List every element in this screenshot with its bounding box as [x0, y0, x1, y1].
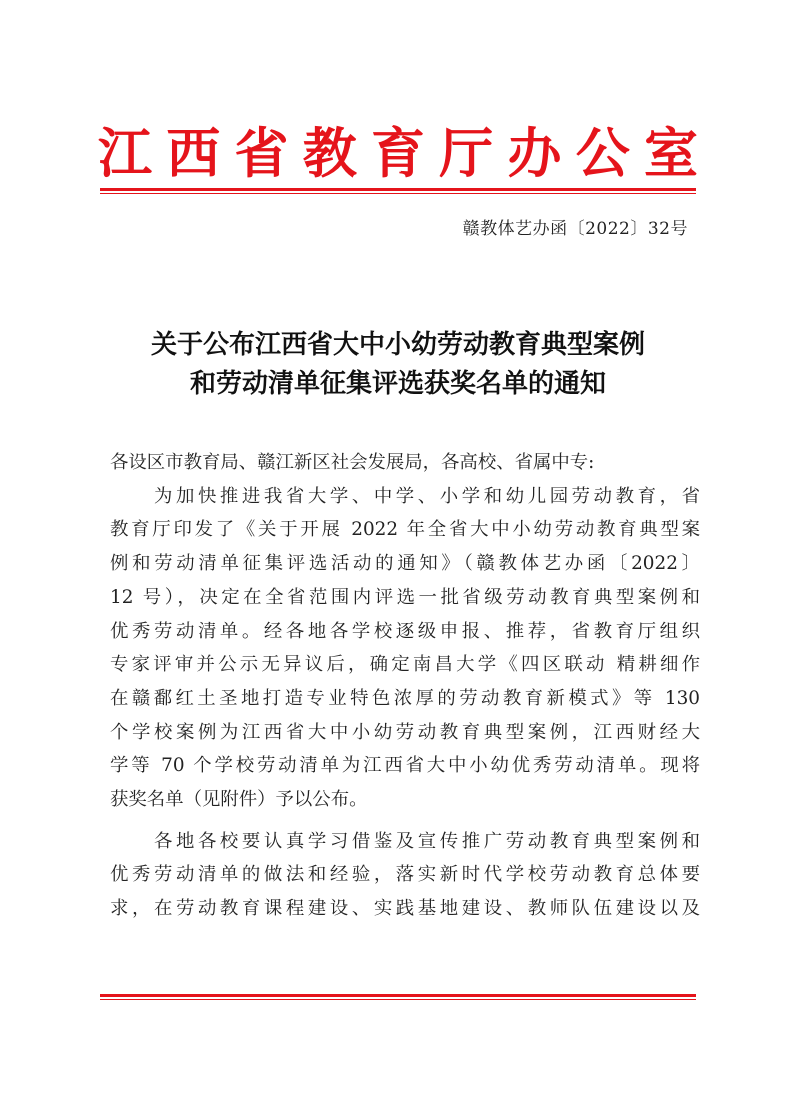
body-line: 获奖名单（见附件）予以公布。: [110, 789, 368, 811]
office-title-char: 公: [575, 121, 630, 185]
body-line: 个学校案例为江西省大中小幼劳动教育典型案例，江西财经大: [110, 721, 700, 743]
office-title-char: 省: [234, 121, 289, 185]
body-line: 例和劳动清单征集评选活动的通知》（赣教体艺办函〔2022〕: [110, 553, 700, 575]
body-line: 优秀劳动清单。经各地各学校逐级申报、推荐，省教育厅组织: [110, 620, 700, 642]
body-line: 教育厅印发了《关于开展 2022 年全省大中小幼劳动教育典型案: [110, 519, 700, 541]
office-title-char: 育: [371, 121, 425, 185]
document-title: [100, 326, 696, 404]
office-title-char: 室: [644, 121, 698, 185]
body-line: 12 号），决定在全省范围内评选一批省级劳动教育典型案例和: [110, 586, 700, 608]
office-title-char: 办: [507, 121, 562, 185]
footer-divider-thin: [100, 999, 696, 1000]
body-line: 学等 70 个学校劳动清单为江西省大中小幼优秀劳动清单。现将: [110, 755, 700, 777]
document-title-line: 和劳动清单征集评选获奖名单的通知: [189, 369, 606, 399]
office-title-char: 厅: [439, 121, 494, 185]
body-line: 为加快推进我省大学、中学、小学和幼儿园劳动教育，省: [110, 485, 700, 507]
document-number: 赣教体艺办函〔2022〕32号: [462, 219, 688, 239]
salutation-line: 各设区市教育局、赣江新区社会发展局，各高校、省属中专:: [110, 452, 595, 473]
issuing-office-title: [98, 120, 698, 186]
footer-divider-thick: [100, 994, 696, 997]
header-divider-thin: [100, 193, 696, 194]
body-line: 各地各校要认真学习借鉴及宣传推广劳动教育典型案例和: [110, 830, 700, 852]
document-title-line: 关于公布江西省大中小幼劳动教育典型案例: [150, 330, 645, 360]
office-title-char: 西: [166, 121, 221, 185]
body-line: 优秀劳动清单的做法和经验，落实新时代学校劳动教育总体要: [110, 864, 700, 886]
body-line: 求，在劳动教育课程建设、实践基地建设、教师队伍建设以及: [110, 898, 700, 920]
body-line: 专家评审并公示无异议后，确定南昌大学《四区联动 精耕细作: [110, 654, 700, 676]
header-divider-thick: [100, 188, 696, 191]
document-body: [110, 446, 700, 926]
office-title-char: 教: [302, 121, 357, 185]
office-title-char: 江: [98, 121, 152, 185]
body-line: 在赣鄱红土圣地打造专业特色浓厚的劳动教育新模式》等 130: [110, 687, 700, 709]
